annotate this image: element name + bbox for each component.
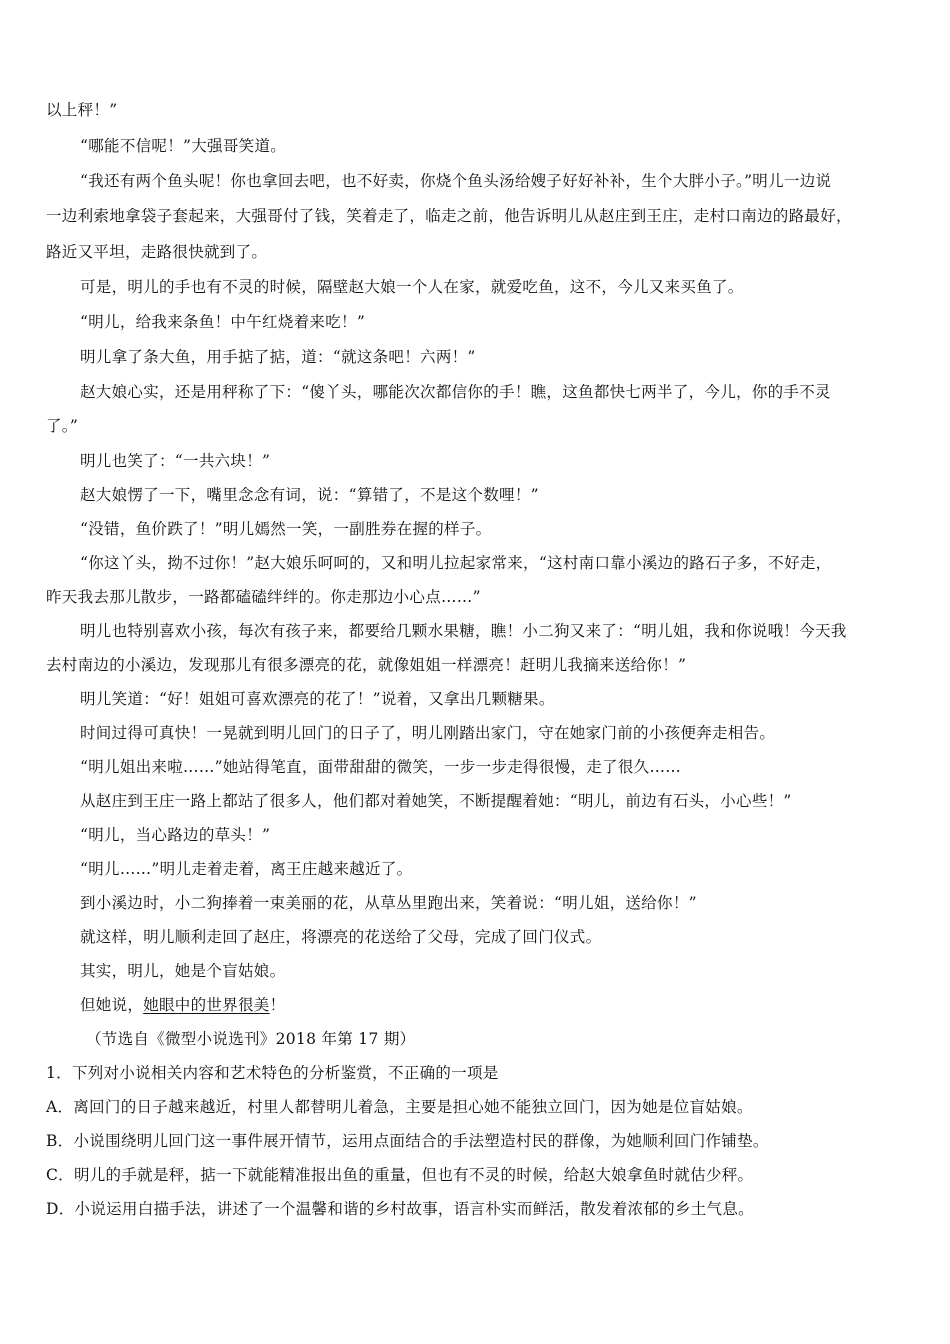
paragraph-line: 可是，明儿的手也有不灵的时候，隔壁赵大娘一个人在家，就爱吃鱼，这不，今儿又来买鱼了。 <box>80 278 744 296</box>
paragraph-line: 时间过得可真快！一晃就到明儿回门的日子了，明儿刚踏出家门，守在她家门前的小孩便奔走相告。 <box>80 724 776 742</box>
option-d: D．小说运用白描手法，讲述了一个温馨和谐的乡村故事，语言朴实而鲜活，散发着浓郁的乡土气息。 <box>46 1200 754 1218</box>
paragraph-line: 其实，明儿，她是个盲姑娘。 <box>80 962 286 980</box>
option-b: B．小说围绕明儿回门这一事件展开情节，运用点面结合的手法塑造村民的群像，为她顺利回门作铺垫。 <box>46 1132 769 1150</box>
final-paragraph <box>80 995 904 1015</box>
paragraph-line: 一边利索地拿袋子套起来，大强哥付了钱，笑着走了，临走之前，他告诉明儿从赵庄到王庄，走村口南边的路最好， <box>46 207 852 225</box>
paragraph-line: 明儿也笑了：“一共六块！” <box>80 452 271 470</box>
paragraph-line: “哪能不信呢！”大强哥笑道。 <box>80 137 287 155</box>
underlined-phrase: 她眼中的世界很美 <box>143 996 270 1014</box>
question-stem: 1．下列对小说相关内容和艺术特色的分析鉴赏，不正确的一项是 <box>46 1064 499 1082</box>
final-text-suffix: ！ <box>269 996 286 1014</box>
paragraph-line: 赵大娘心实，还是用秤称了下：“傻丫头，哪能次次都信你的手！瞧，这鱼都快七两半了，今儿，你的手不灵 <box>80 383 831 401</box>
paragraph-line: “你这丫头，拗不过你！”赵大娘乐呵呵的，又和明儿拉起家常来，“这村南口靠小溪边的路石子多，不好走， <box>80 554 832 572</box>
paragraph-line: “明儿姐出来啦……”她站得笔直，面带甜甜的微笑，一步一步走得很慢，走了很久…… <box>80 758 682 776</box>
paragraph-line: “明儿……”明儿走着走着，离王庄越来越近了。 <box>80 860 413 878</box>
option-c: C．明儿的手就是秤，掂一下就能精准报出鱼的重量，但也有不灵的时候，给赵大娘拿鱼时就估少秤。 <box>46 1166 754 1184</box>
paragraph-line: “明儿，当心路边的草头！” <box>80 826 271 844</box>
paragraph-line: “明儿，给我来条鱼！中午红烧着来吃！” <box>80 313 366 331</box>
paragraph-line: 昨天我去那儿散步，一路都磕磕绊绊的。你走那边小心点……” <box>46 588 481 606</box>
option-a: A．离回门的日子越来越近，村里人都替明儿着急，主要是担心她不能独立回门，因为她是位盲姑娘。 <box>46 1098 753 1116</box>
paragraph-line: 明儿拿了条大鱼，用手掂了掂，道：“就这条吧！六两！” <box>80 348 476 366</box>
paragraph-line: 就这样，明儿顺利走回了赵庄，将漂亮的花送给了父母，完成了回门仪式。 <box>80 928 602 946</box>
paragraph-line: “没错，鱼价跌了！”明儿嫣然一笑，一副胜券在握的样子。 <box>80 520 492 538</box>
paragraph-line: 明儿笑道：“好！姐姐可喜欢漂亮的花了！”说着，又拿出几颗糖果。 <box>80 690 555 708</box>
source-citation: （节选自《微型小说选刊》2018 年第 17 期） <box>86 1030 416 1048</box>
paragraph-line: 明儿也特别喜欢小孩，每次有孩子来，都要给几颗水果糖，瞧！小二狗又来了：“明儿姐，我和你说哦！今天我 <box>80 622 847 640</box>
paragraph-line: 到小溪边时，小二狗捧着一束美丽的花，从草丛里跑出来，笑着说：“明儿姐，送给你！” <box>80 894 697 912</box>
paragraph-line: 去村南边的小溪边，发现那儿有很多漂亮的花，就像姐姐一样漂亮！赶明儿我摘来送给你！” <box>46 656 687 674</box>
paragraph-line: 赵大娘愣了一下，嘴里念念有词，说：“算错了，不是这个数哩！” <box>80 486 539 504</box>
paragraph-line: 从赵庄到王庄一路上都站了很多人，他们都对着她笑，不断提醒着她：“明儿，前边有石头，小心些！” <box>80 792 792 810</box>
paragraph-line: “我还有两个鱼头呢！你也拿回去吧，也不好卖，你烧个鱼头汤给嫂子好好补补，生个大胖小子。”明儿一边说 <box>80 172 832 190</box>
paragraph-line: 了。” <box>46 417 79 435</box>
final-text-prefix: 但她说， <box>80 996 144 1014</box>
paragraph-line: 路近又平坦，走路很快就到了。 <box>46 243 268 261</box>
paragraph-line: 以上秤！” <box>46 101 118 119</box>
